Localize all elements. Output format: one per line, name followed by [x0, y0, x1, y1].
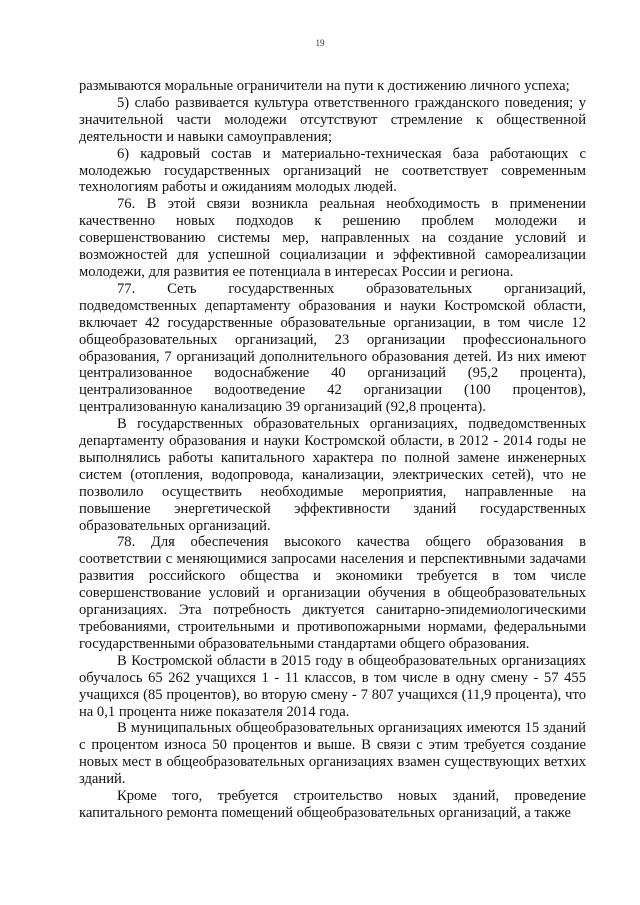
document-body — [79, 78, 586, 822]
paragraph: 78. Для обеспечения высокого качества общего образования в соответствии с меняющимися запросами населения и перспективными задачами развития российского общества и экономики требуется в том числе совершенствование условий и организации обучения в общеобразовательных организациях. Эта потребность диктуется санитарно-эпидемиологическими требованиями, строительными и противопожарными нормами, федеральными государственными образовательными стандартами общего образования. — [79, 534, 586, 652]
paragraph: 76. В этой связи возникла реальная необходимость в применении качественно новых подходов к решению проблем молодежи и совершенствованию системы мер, направленных на создание условий и возможностей для успешной социализации и эффективной самореализации молодежи, для развития ее потенциала в интересах России и региона. — [79, 196, 586, 280]
paragraph: 5) слабо развивается культура ответственного гражданского поведения; у значительной части молодежи отсутствуют стремление к общественной деятельности и навыки самоуправления; — [79, 94, 586, 145]
paragraph: В Костромской области в 2015 году в общеобразовательных организациях обучалось 65 262 учащихся 1 - 11 классов, в том числе в одну смену - 57 455 учащихся (85 процентов), во вторую смену - 7 807 учащихся (11,9 процента), что на 0,1 процента ниже показателя 2014 года. — [79, 652, 586, 720]
paragraph: 6) кадровый состав и материально-техническая база работающих с молодежью государственных организаций не соответствует современным технологиям работы и ожиданиям молодых людей. — [79, 145, 586, 196]
paragraph: В государственных образовательных организациях, подведомственных департаменту образования и науки Костромской области, в 2012 - 2014 годы не выполнялись работы капитального характера по полной замене инженерных систем (отопления, водопровода, канализации, электрических сетей), что не позволило осуществить необходимые мероприятия, направленные на повышение энергетической эффективности зданий государственных образовательных организаций. — [79, 416, 586, 534]
paragraph: размываются моральные ограничители на пути к достижению личного успеха; — [79, 78, 570, 94]
paragraph: В муниципальных общеобразовательных организациях имеются 15 зданий с процентом износа 50 процентов и выше. В связи с этим требуется создание новых мест в общеобразовательных организациях взамен существующих ветхих зданий. — [79, 720, 586, 788]
paragraph: Кроме того, требуется строительство новых зданий, проведение капитального ремонта помещений общеобразовательных организаций, а также — [79, 788, 586, 821]
paragraph: 77. Сеть государственных образовательных организаций, подведомственных департаменту образования и науки Костромской области, включает 42 государственные образовательные организации, в том числе 12 общеобразовательных организаций, 23 организации профессионального образования, 7 организаций дополнительного образования детей. Из них имеют централизованное водоснабжение 40 организаций (95,2 процента), централизованное водоотведение 42 организации (100 процентов), централизованную канализацию 39 организаций (92,8 процента). — [79, 280, 586, 416]
page-number: 19 — [315, 38, 325, 48]
